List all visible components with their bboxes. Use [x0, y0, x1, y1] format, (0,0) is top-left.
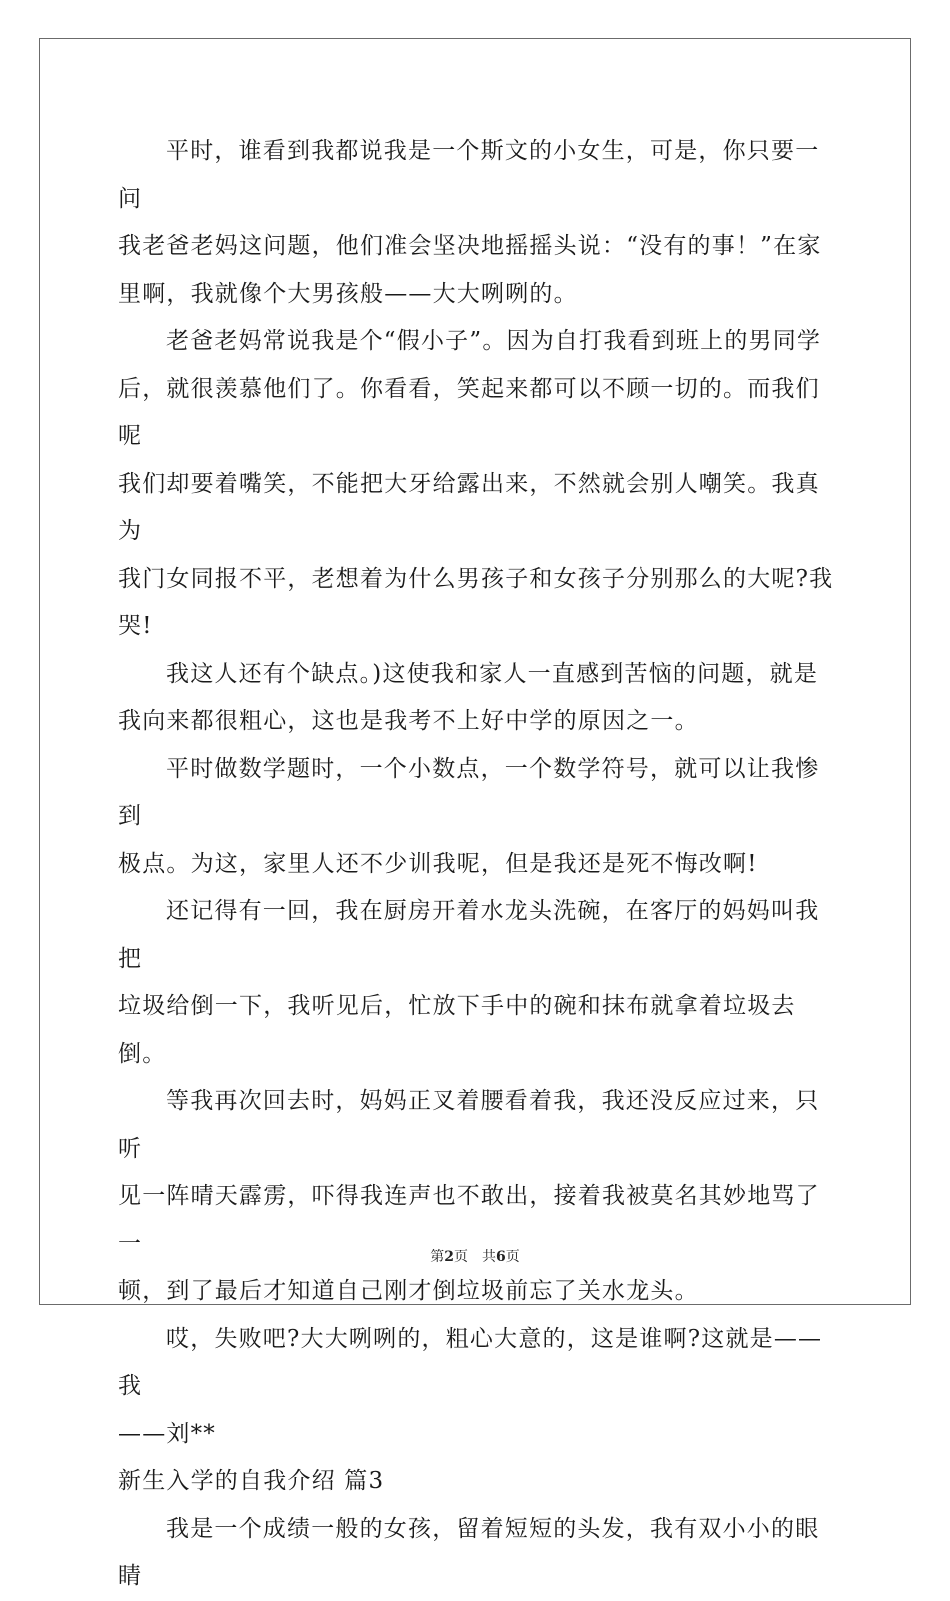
section-heading: 新生入学的自我介绍 篇3: [118, 1468, 385, 1494]
text-line: 老爸老妈常说我是个“假小子”。因为自打我看到班上的男同学: [166, 328, 822, 354]
current-page-number: 2: [444, 1249, 454, 1265]
paragraph: [118, 1078, 838, 1316]
paragraph: [118, 1316, 838, 1411]
text-line: 我门女同报不平，老想着为什么男孩子和女孩子分别那么的大呢?我: [118, 565, 834, 592]
text-line: 平时，谁看到我都说我是一个斯文的小女生，可是，你只要一问: [118, 138, 820, 212]
text-line: 我们却要着嘴笑，不能把大牙给露出来，不然就会别人嘲笑。我真为: [118, 470, 820, 544]
text-line: 后，就很羡慕他们了。你看看，笑起来都可以不顾一切的。而我们呢: [118, 375, 820, 449]
paragraph: [118, 128, 838, 318]
paragraph: [118, 318, 838, 651]
paragraph: [118, 651, 838, 746]
text-line: 我这人还有个缺点。)这使我和家人一直感到苦恼的问题，就是: [166, 660, 819, 687]
signature: ——刘**: [118, 1420, 216, 1447]
document-body: [118, 128, 838, 1601]
paragraph: 我是一个成绩一般的女孩，留着短短的头发，我有双小小的眼睛: [118, 1515, 820, 1589]
text-line: 我向来都很粗心，这也是我考不上好中学的原因之一。: [118, 708, 699, 734]
text-line: 平时做数学题时，一个小数点，一个数学符号，就可以让我惨到: [118, 755, 820, 829]
text-line: 垃圾给倒一下，我听见后，忙放下手中的碗和抹布就拿着垃圾去倒。: [118, 993, 796, 1067]
page-footer: [0, 1246, 950, 1266]
text-line: 见一阵晴天霹雳，吓得我连声也不敢出，接着我被莫名其妙地骂了一: [118, 1183, 820, 1257]
footer-prefix: 第: [430, 1249, 445, 1265]
paragraph: [118, 888, 838, 1078]
text-line: 还记得有一回，我在厨房开着水龙头洗碗，在客厅的妈妈叫我把: [118, 898, 820, 972]
total-page-number: 6: [496, 1249, 506, 1265]
text-line: 里啊，我就像个大男孩般——大大咧咧的。: [118, 280, 578, 307]
text-line: 顿，到了最后才知道自己刚才倒垃圾前忘了关水龙头。: [118, 1278, 699, 1304]
text-line: 极点。为这，家里人还不少训我呢，但是我还是死不悔改啊!: [118, 850, 758, 877]
footer-suffix: 页: [505, 1249, 520, 1265]
text-line: 哎，失败吧?大大咧咧的，粗心大意的，这是谁啊?这就是——我: [118, 1325, 823, 1399]
footer-mid: 页 共: [454, 1249, 496, 1265]
text-line: 哭!: [118, 613, 153, 639]
paragraph: [118, 746, 838, 889]
text-line: 我老爸老妈这问题，他们准会坚决地摇摇头说：“没有的事！”在家: [118, 233, 822, 259]
text-line: 等我再次回去时，妈妈正叉着腰看着我，我还没反应过来，只听: [118, 1088, 820, 1162]
